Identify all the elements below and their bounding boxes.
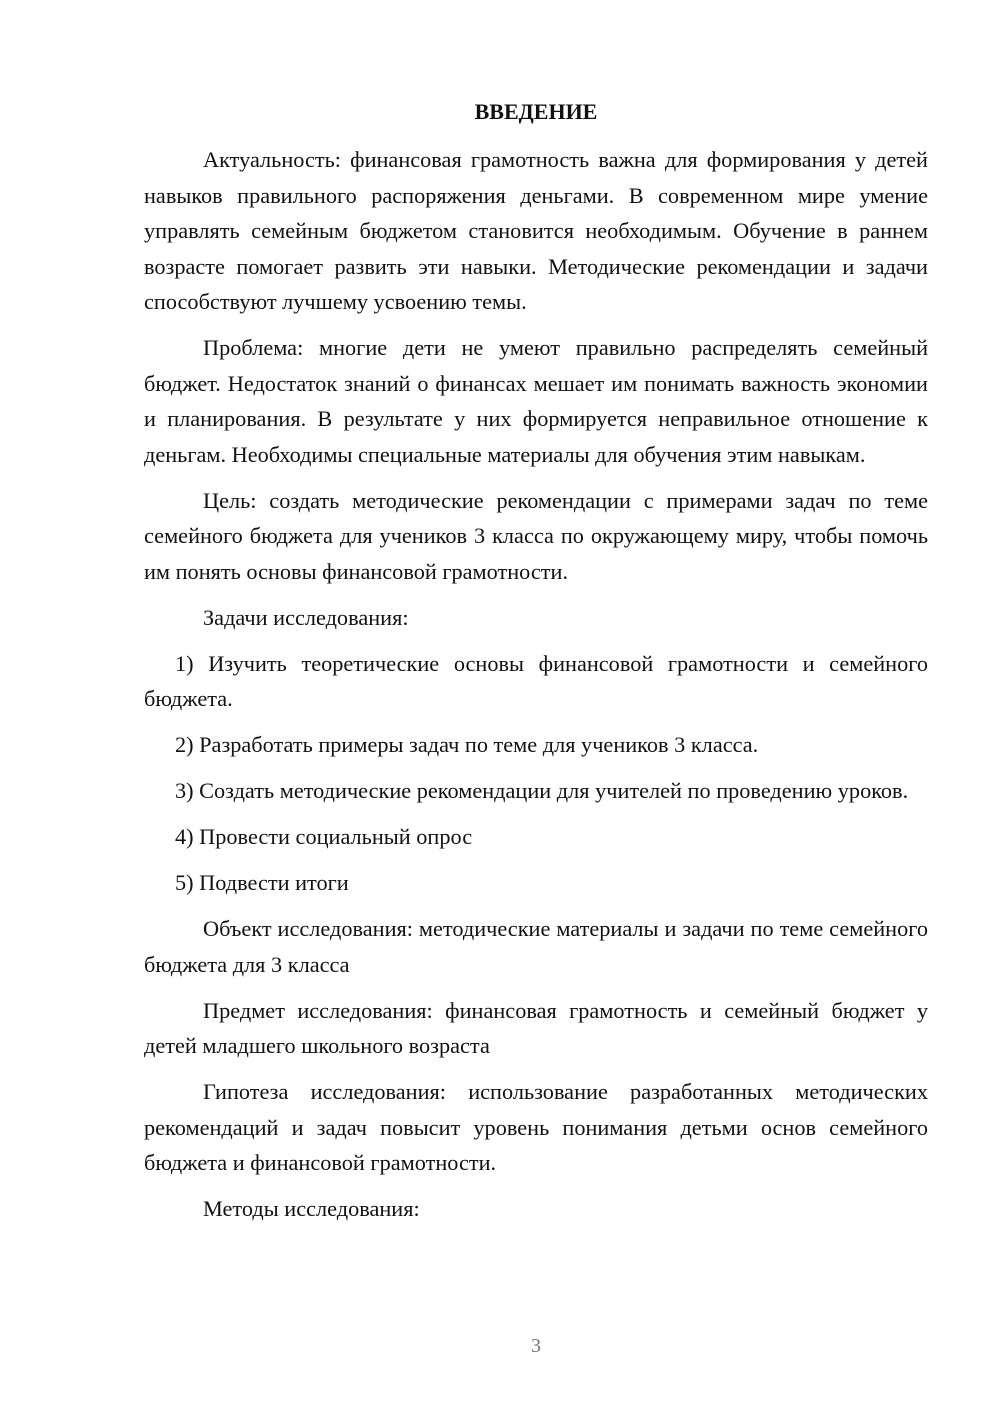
paragraph-object: Объект исследования: методические материалы и задачи по теме семейного бюджета для 3 класса — [144, 916, 928, 977]
page-title: ВВЕДЕНИЕ — [474, 99, 598, 124]
tasks-heading: Задачи исследования: — [203, 604, 409, 630]
task-item-4: 4) Провести социальный опрос — [175, 824, 473, 849]
paragraph-relevance: Актуальность: финансовая грамотность важна для формирования у детей навыков правильного распоряжения деньгами. В современном мире умение управлять семейным бюджетом становится необходимым. Обучение в раннем возрасте помогает развить эти навыки. Методические рекомендации и задачи способствуют лучшему усвоению темы. — [144, 147, 928, 314]
paragraph-problem: Проблема: многие дети не умеют правильно распределять семейный бюджет. Недостаток знаний о финансах мешает им понимать важность экономии и планирования. В результате у них формируется неправильное отношение к деньгам. Необходимы специальные материалы для обучения этим навыкам. — [144, 335, 928, 467]
task-item-1: 1) Изучить теоретические основы финансовой грамотности и семейного бюджета. — [144, 650, 928, 711]
paragraph-hypothesis: Гипотеза исследования: использование разработанных методических рекомендаций и задач повысит уровень понимания детьми основ семейного бюджета и финансовой грамотности. — [144, 1079, 928, 1175]
methods-heading: Методы исследования: — [203, 1196, 420, 1221]
document-page — [144, 0, 928, 1414]
paragraph-goal: Цель: создать методические рекомендации с примерами задач по теме семейного бюджета для учеников 3 класса по окружающему миру, чтобы помочь им понять основы финансовой грамотности. — [144, 487, 928, 584]
task-item-5: 5) Подвести итоги — [175, 870, 349, 895]
task-item-2: 2) Разработать примеры задач по теме для учеников 3 класса. — [175, 732, 759, 757]
document-body — [144, 142, 928, 1227]
page-number: 3 — [531, 1335, 541, 1357]
paragraph-subject: Предмет исследования: финансовая грамотность и семейный бюджет у детей младшего школьного возраста — [144, 997, 928, 1058]
task-item-3: 3) Создать методические рекомендации для учителей по проведению уроков. — [175, 778, 909, 803]
